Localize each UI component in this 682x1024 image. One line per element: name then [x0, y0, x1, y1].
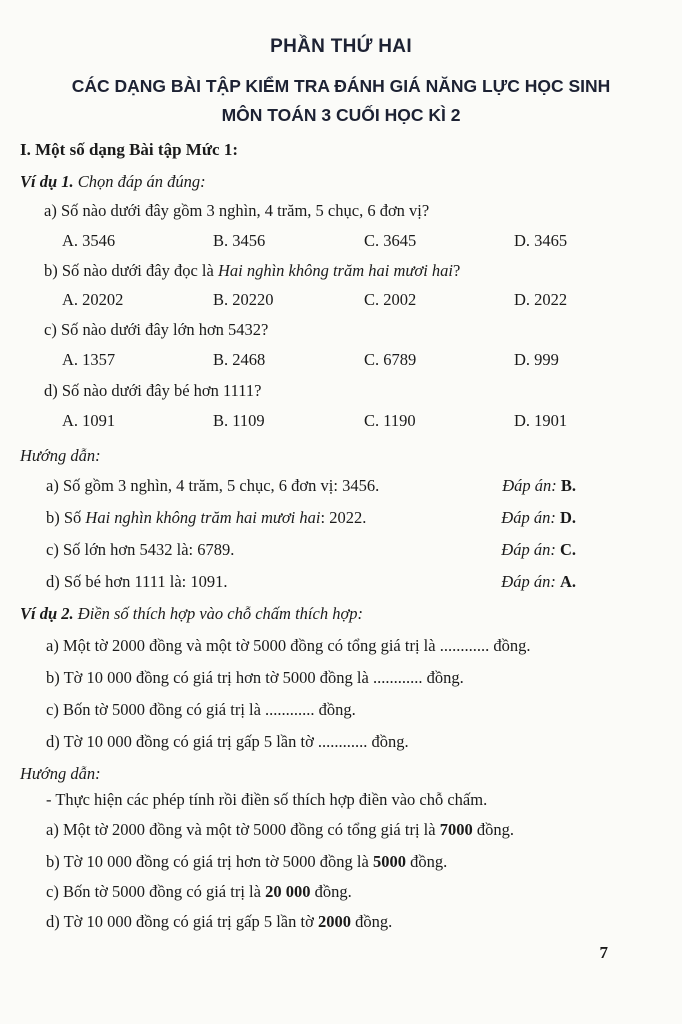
guide-1-d: d) Số bé hơn 1111 là: 1091.: [46, 572, 228, 591]
guide-2-d-pre: d) Tờ 10 000 đồng có giá trị gấp 5 lần tờ: [46, 912, 318, 931]
option-b-B: B. 20220: [213, 290, 274, 309]
example-2-instruction: Điền số thích hợp vào chỗ chấm thích hợp:: [73, 604, 364, 623]
example-2-heading: [20, 604, 363, 624]
example-2-label: Ví dụ 2.: [20, 604, 74, 623]
option-b-D: D. 2022: [514, 290, 568, 309]
fill-question-d: d) Tờ 10 000 đồng có giá trị gấp 5 lần tờ ............ đồng.: [46, 732, 409, 751]
section-heading: I. Một số dạng Bài tập Mức 1:: [20, 140, 238, 159]
answer-label: Đáp án:: [502, 476, 557, 495]
answer-1-c: [501, 540, 576, 560]
option-d-D: D. 1901: [514, 411, 568, 430]
guide-2-c-post: đồng.: [310, 882, 352, 901]
fill-question-c: c) Bốn tờ 5000 đồng có giá trị là ............ đồng.: [46, 700, 356, 719]
guide-1-b-pre: b) Số: [46, 508, 86, 527]
guide-2-a-post: đồng.: [472, 820, 514, 839]
answer-1-d: [501, 572, 576, 592]
guide-1-heading: Hướng dẫn:: [20, 446, 101, 465]
guide-2-d-post: đồng.: [350, 912, 393, 931]
option-b-A: A. 20202: [62, 290, 124, 309]
guide-1-b: [46, 508, 366, 528]
option-c-A: A. 1357: [62, 350, 116, 369]
title-line-2: MÔN TOÁN 3 CUỐI HỌC KÌ 2: [221, 105, 461, 125]
title-line-1: CÁC DẠNG BÀI TẬP KIỂM TRA ĐÁNH GIÁ NĂNG LỰC HỌC SINH: [71, 76, 611, 96]
guide-2-d: [46, 912, 392, 932]
guide-2-c-pre: c) Bốn tờ 5000 đồng có giá trị là: [46, 882, 266, 901]
example-1-instruction: Chọn đáp án đúng:: [73, 172, 206, 191]
guide-2-c-value: 20 000: [265, 882, 311, 901]
guide-2-b-value: 5000: [372, 852, 406, 871]
guide-2-heading: Hướng dẫn:: [20, 764, 101, 783]
guide-2-c: [46, 882, 352, 902]
answer-label: Đáp án:: [501, 572, 556, 591]
option-c-C: C. 6789: [364, 350, 417, 369]
question-a: a) Số nào dưới đây gồm 3 nghìn, 4 trăm, 5 chục, 6 đơn vị?: [44, 201, 430, 220]
guide-2-intro: - Thực hiện các phép tính rồi điền số thích hợp điền vào chỗ chấm.: [46, 790, 488, 809]
part-heading: PHẦN THỨ HAI: [270, 36, 412, 57]
guide-1-b-italic: Hai nghìn không trăm hai mươi hai: [85, 508, 321, 527]
option-d-B: B. 1109: [213, 411, 265, 430]
option-a-B: B. 3456: [213, 231, 266, 250]
question-b-post: ?: [453, 261, 461, 280]
question-b-italic: Hai nghìn không trăm hai mươi hai: [217, 261, 453, 280]
guide-2-a: [46, 820, 514, 840]
option-c-B: B. 2468: [213, 350, 266, 369]
question-d: d) Số nào dưới đây bé hơn 1111?: [44, 381, 262, 400]
guide-1-b-post: : 2022.: [320, 508, 367, 527]
page-number: 7: [599, 943, 608, 962]
answer-value: C.: [559, 540, 576, 559]
answer-label: Đáp án:: [501, 508, 556, 527]
option-a-D: D. 3465: [514, 231, 568, 250]
answer-label: Đáp án:: [501, 540, 556, 559]
guide-2-a-value: 7000: [439, 820, 473, 839]
fill-question-a: a) Một tờ 2000 đồng và một tờ 5000 đồng có tổng giá trị là ............ đồng.: [46, 636, 531, 655]
answer-value: B.: [560, 476, 576, 495]
option-c-D: D. 999: [514, 350, 559, 369]
option-a-A: A. 3546: [62, 231, 116, 250]
guide-2-b: [46, 852, 447, 872]
answer-value: D.: [559, 508, 576, 527]
guide-2-b-pre: b) Tờ 10 000 đồng có giá trị hơn tờ 5000 đồng là: [46, 852, 373, 871]
question-b: [44, 261, 460, 281]
example-1-label: Ví dụ 1.: [20, 172, 74, 191]
fill-question-b: b) Tờ 10 000 đồng có giá trị hơn tờ 5000 đồng là ............ đồng.: [46, 668, 464, 687]
answer-1-b: [501, 508, 576, 528]
example-1-heading: [20, 172, 206, 192]
guide-2-d-value: 2000: [317, 912, 351, 931]
option-d-C: C. 1190: [364, 411, 416, 430]
answer-1-a: [502, 476, 576, 496]
question-c: c) Số nào dưới đây lớn hơn 5432?: [44, 320, 269, 339]
option-b-C: C. 2002: [364, 290, 417, 309]
guide-2-b-post: đồng.: [405, 852, 448, 871]
guide-1-a: a) Số gồm 3 nghìn, 4 trăm, 5 chục, 6 đơn vị: 3456.: [46, 476, 380, 495]
option-d-A: A. 1091: [62, 411, 116, 430]
answer-value: A.: [559, 572, 576, 591]
option-a-C: C. 3645: [364, 231, 417, 250]
question-b-pre: b) Số nào dưới đây đọc là: [44, 261, 218, 280]
guide-1-c: c) Số lớn hơn 5432 là: 6789.: [46, 540, 235, 559]
guide-2-a-pre: a) Một tờ 2000 đồng và một tờ 5000 đồng có tổng giá trị là: [46, 820, 440, 839]
